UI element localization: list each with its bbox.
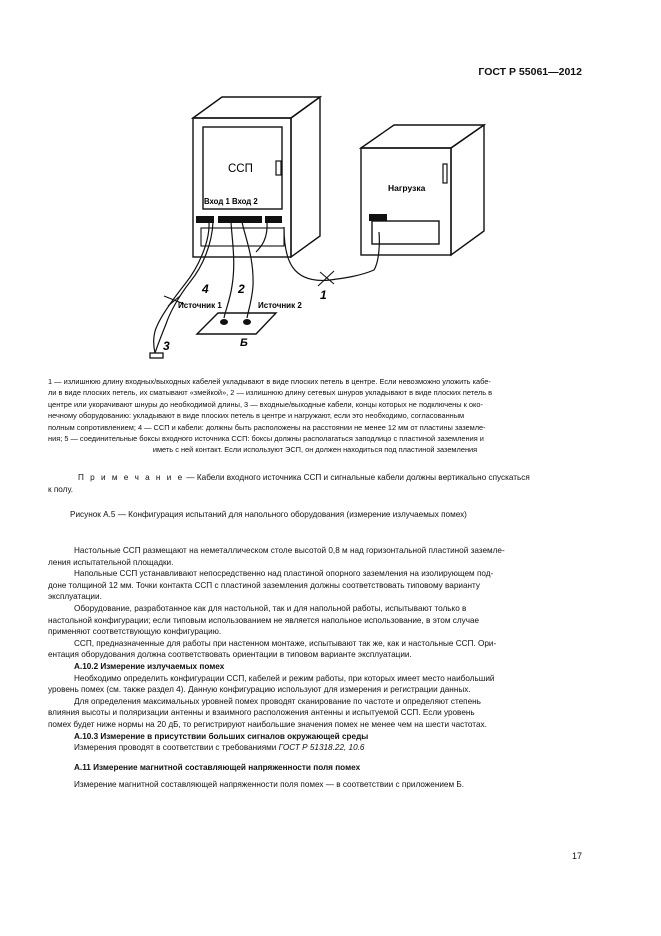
- paragraph: Напольные ССП устанавливают непосредственно над пластиной опорного заземления на изолирующем под-: [74, 569, 494, 579]
- load-label: Нагрузка: [388, 183, 426, 193]
- paragraph: настольной конфигурации; если типовым использованием не является напольное использование, в этом случае: [48, 615, 480, 625]
- note-text: — Кабели входного источника ССП и сигнальные кабели должны вертикально спускаться: [184, 473, 530, 482]
- paragraph: Необходимо определить конфигурации ССП, кабелей и режим работы, при которых имеет место наибольший: [74, 673, 495, 683]
- figure-title: Рисунок А.5 — Конфигурация испытаний для напольного оборудования (измерение излучаемых помех): [70, 510, 467, 519]
- paragraph: уровень помех (см. также раздел 4). Данную конфигурацию используют для измерения и регистрации данных.: [48, 685, 471, 695]
- paragraph: Оборудование, разработанное как для настольной, так и для напольной работы, испытывают только в: [74, 603, 467, 613]
- paragraph: Измерение магнитной составляющей напряженности поля помех — в соответствии с приложением Б.: [74, 780, 465, 790]
- marker-b: Б: [240, 337, 248, 349]
- note-text-cont: к полу.: [48, 485, 73, 494]
- test-setup-figure: [0, 0, 661, 380]
- page-number: 17: [571, 851, 582, 861]
- reference-prefix: Измерения проводят в соответствии с требованиями: [74, 743, 279, 753]
- legend-line: полным сопротивлением; 4 — ССП и кабели: должны быть расположены на расстоянии не менее 12 мм от пластины заземле-: [48, 422, 486, 432]
- legend-line: иметь с ней контакт. Если используют ЭСП, он должен находиться под пластиной заземления: [152, 445, 478, 455]
- figure-legend: [48, 376, 582, 456]
- marker-1: 1: [320, 288, 327, 302]
- section-heading: А.10.3 Измерение в присутствии больших сигналов окружающей среды: [74, 731, 369, 741]
- figure-note: [48, 472, 582, 496]
- ssp-label: ССП: [228, 163, 253, 175]
- standard-header: ГОСТ Р 55061—2012: [478, 66, 582, 78]
- legend-line: нечному оборудованию: укладывают в виде плоских петель в центре и нагружают, если это необходимо, согласованным: [48, 411, 465, 421]
- source2-label: Источник 2: [258, 301, 302, 310]
- legend-line: ния; 5 — соединительные боксы входного источника ССП: боксы должны располагаться заподлицо с пластиной заземления и: [48, 434, 484, 444]
- paragraph: Для определения максимальных уровней помех проводят сканирование по частоте и определяют степень: [74, 696, 481, 706]
- marker-2: 2: [238, 282, 245, 296]
- legend-line: 1 — излишнюю длину входных/выходных кабелей укладывают в виде плоских петель в центре. Если невозможно уложить кабе-: [48, 377, 491, 386]
- legend-line: центре или укорачивают шнуры до необходимой длины, 3 — входные/выходные кабели, концы которых не подключены к око-: [48, 399, 483, 409]
- section-heading: А.10.2 Измерение излучаемых помех: [74, 661, 225, 671]
- paragraph: влияния высоты и поляризации антенны и взаимного расположения антенны и испытуемой ССП. Если уровень: [48, 708, 475, 718]
- paragraph: ентация оборудования должна соответствовать ориентации в типовом варианте эксплуатации.: [48, 650, 412, 660]
- paragraph: доне толщиной 12 мм. Точки контакта ССП с пластиной заземления должны соответствовать типовому варианту: [48, 580, 480, 590]
- paragraph: эксплуатации.: [48, 592, 102, 602]
- paragraph: [48, 742, 582, 754]
- legend-line: ли в виде плоских петель, их сматывают «змейкой», 2 — излишнюю длину сетевых шнуров укладывают в виде плоских петель в: [48, 388, 493, 398]
- body-text: [48, 545, 582, 791]
- marker-3: 3: [163, 339, 170, 353]
- paragraph: ления испытательной площадки.: [48, 557, 174, 567]
- paragraph: применяют соответствующую конфигурацию.: [48, 627, 222, 637]
- source1-label: Источник 1: [178, 301, 222, 310]
- section-heading: А.11 Измерение магнитной составляющей напряженности поля помех: [74, 762, 361, 772]
- note-label: П р и м е ч а н и е: [78, 473, 185, 482]
- marker-4: 4: [202, 282, 209, 296]
- paragraph: ССП, предназначенные для работы при настенном монтаже, испытывают так же, как и настольные ССП. Ори-: [74, 638, 497, 648]
- ground-plate: [197, 313, 276, 334]
- inputs-label: Вход 1 Вход 2: [204, 197, 258, 206]
- paragraph: Настольные ССП размещают на неметаллическом столе высотой 0,8 м над горизонтальной пластиной заземле-: [74, 546, 505, 555]
- paragraph: помех будет ниже нормы на 20 дБ, то регистрируют наибольшие значения помех не менее чем на шести частотах.: [48, 719, 487, 729]
- standard-reference: ГОСТ Р 51318.22, 10.6: [278, 743, 365, 753]
